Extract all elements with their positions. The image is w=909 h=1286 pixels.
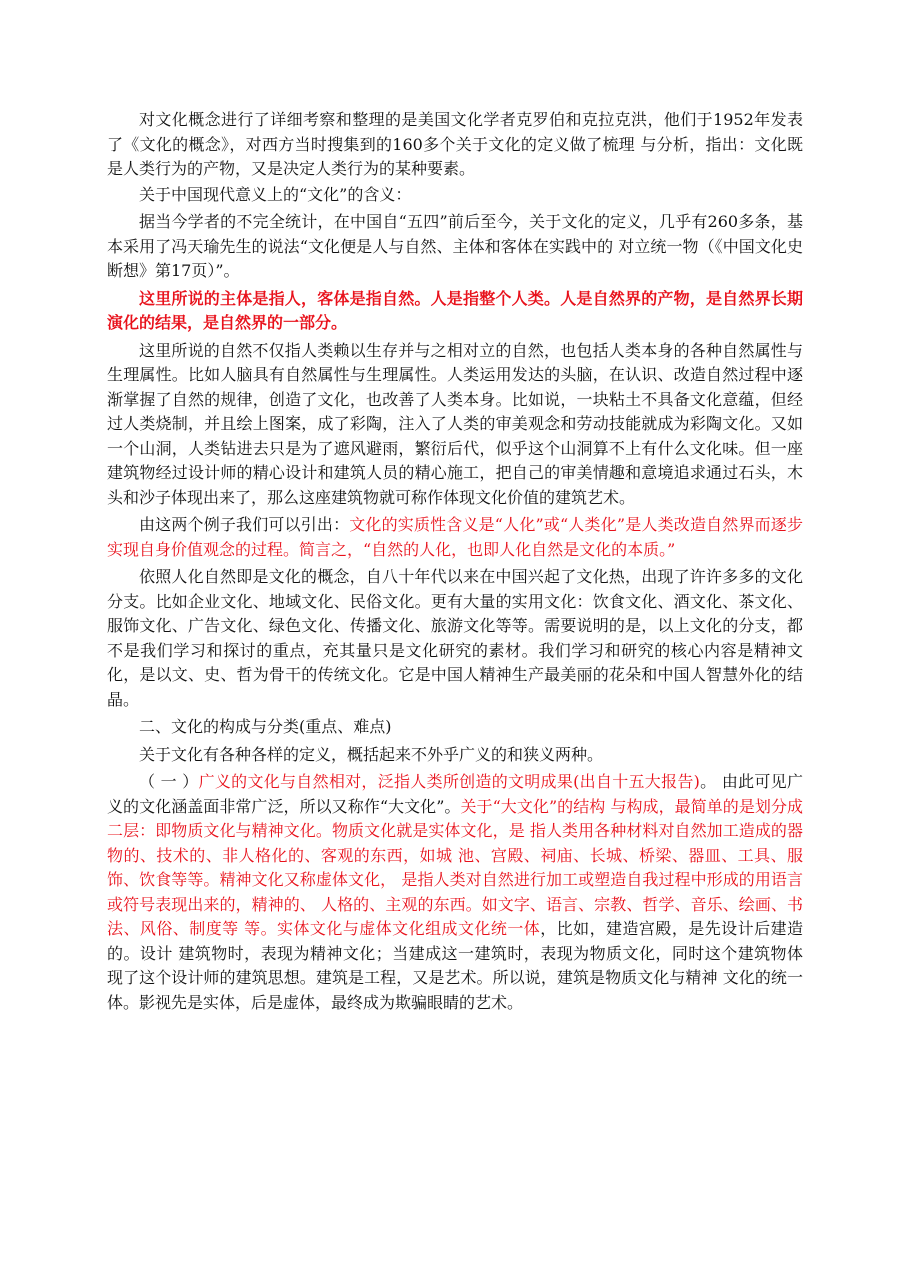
document-page [107, 108, 803, 1018]
paragraph-chinese-meaning-intro: 关于中国现代意义上的“文化”的含义： [139, 184, 412, 204]
broad-culture-architecture: ，比如，建造宫殿，是先设计后建造的。设计 建筑物时，表现为精神文化；当建成这一建筑时，表现为物质文化，同时这个建筑物体 现了这个设计师的建筑思想。建筑是工程，又是艺术。所以说，建筑是物质文化与精神 文化的统一体。影视先是实体，后是虚体，最终成为欺骗眼睛的艺术。 [107, 919, 803, 1012]
paragraph-feng-tianyu: 据当今学者的不完全统计，在中国自“五四”前后至今，关于文化的定义，几乎有260多条，基本采用了冯天瑜先生的说法“文化便是人与自然、主体和客体在实践中的 对立统一物（《中国文化史断想》第17页）”。 [107, 212, 803, 280]
essence-lead: 由这两个例子我们可以引出： [139, 515, 350, 534]
broad-culture-number: （ 一 ） [139, 772, 199, 791]
section-heading-structure: 二、文化的构成与分类(重点、难点) [139, 717, 392, 736]
paragraph-culture-branches: 依照人化自然即是文化的概念，自八十年代以来在中国兴起了文化热，出现了许许多多的文化分支。比如企业文化、地域文化、民俗文化。更有大量的实用文化：饮食文化、酒文化、茶文化、服饰文化、广告文化、绿色文化、传播文化、旅游文化等等。需要说明的是，以上文化的分支，都不是我们学习和探讨的重点，充其量只是文化研究的素材。我们学习和研究的核心内容是精神文化，是以文、史、哲为骨干的传统文化。它是中国人精神生产最美丽的花朵和中国人智慧外化的结晶。 [107, 567, 803, 709]
essence-definition: 文化的实质性含义是“人化”或“人类化”是人类改造自然界而逐步实现自身价值观念的过程。简言之，“自然的人化，也即人化自然是文化的本质。” [107, 515, 803, 559]
paragraph-two-definitions: 关于文化有各种各样的定义，概括起来不外乎广义的和狭义两种。 [139, 744, 604, 764]
broad-culture-structure: 关于“大文化”的结构 与构成，最简单的是划分成二层：即物质文化与精神文化。物质文化就是实体文化，是 指人类用各种材料对自然加工造成的器物的、技术的、非人格化的、客观的东西，如城 池、宫殿、祠庙、长城、桥梁、器皿、工具、服饰、饮食等等。精神文化又称虚体文化， 是指人类对自然进行加工或塑造自我过程中形成的用语言或符号表现出来的，精神的、 人格的、主观的东西。如文字、语言、宗教、哲学、音乐、绘画、书法、风俗、制度等 等。实体文化与虚体文化组成文化统一体 [107, 796, 803, 938]
broad-culture-big-culture: 。 由此可见广义的文化涵盖面非常广泛，所以又称作“大文化”。 [107, 772, 803, 816]
paragraph-kroeber: 对文化概念进行了详细考察和整理的是美国文化学者克罗伯和克拉克洪，他们于1952年发表了《文化的概念》，对西方当时搜集到的160多个关于文化的定义做了梳理 与分析，指出：文化既是人类行为的产物，又是决定人类行为的某种要素。 [107, 110, 803, 178]
paragraph-essence [107, 513, 803, 562]
paragraph-nature-examples: 这里所说的自然不仅指人类赖以生存并与之相对立的自然，也包括人类本身的各种自然属性与生理属性。比如人脑具有自然属性与生理属性。人类运用发达的头脑，在认识、改造自然过程中逐渐掌握了自然的规律，创造了文化，也改善了人类本身。比如说，一块粘土不具备文化意蕴，但经过人类烧制，并且绘上图案，成了彩陶，注入了人类的审美观念和劳动技能就成为彩陶文化。又如一个山洞，人类钻进去只是为了遮风避雨，繁衍后代，似乎这个山洞算不上有什么文化味。但一座建筑物经过设计师的精心设计和建筑人员的精心施工，把自己的审美情趣和意境追求通过石头，木头和沙子体现出来了，那么这座建筑物就可称作体现文化价值的建筑艺术。 [107, 340, 803, 507]
broad-culture-definition: 广义的文化与自然相对，泛指人类所创造的文明成果(出自十五大报告) [198, 772, 700, 791]
paragraph-broad-culture [107, 770, 803, 1015]
paragraph-subject-object: 这里所说的主体是指人，客体是指自然。人是指整个人类。人是自然界的产物，是自然界长期演化的结果，是自然界的一部分。 [107, 288, 803, 332]
